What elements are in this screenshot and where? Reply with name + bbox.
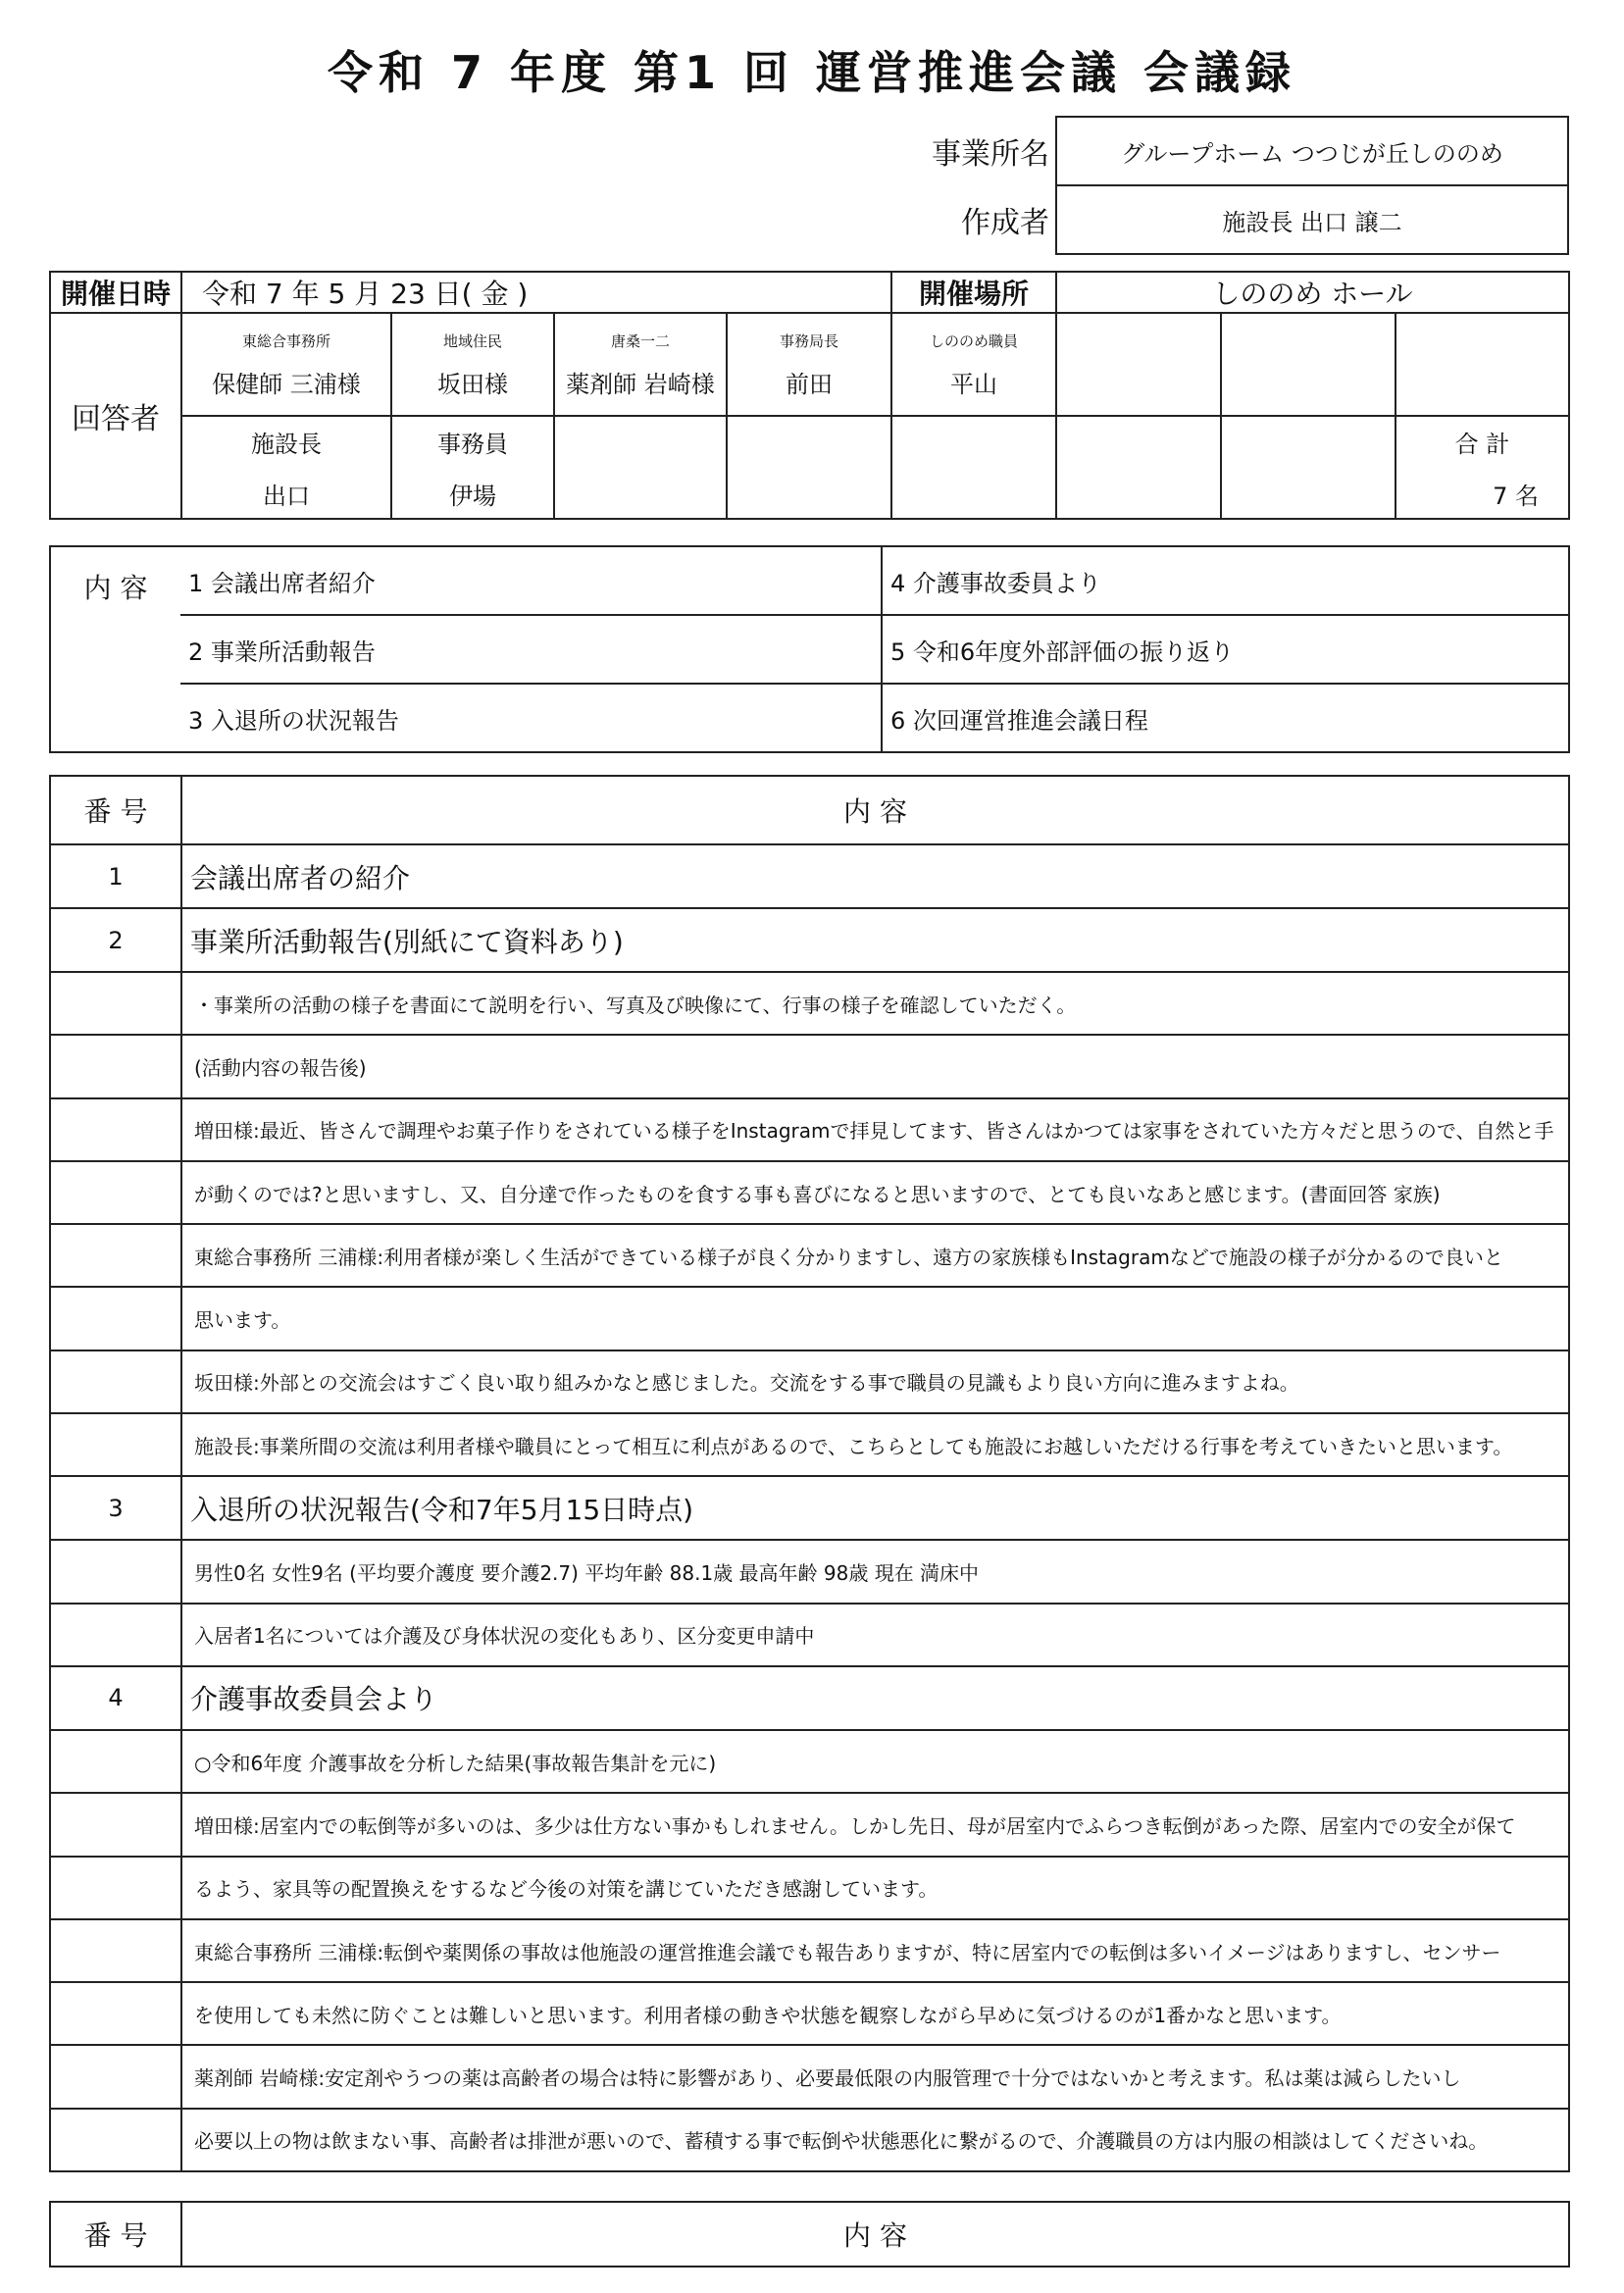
empty-cell <box>1056 416 1221 519</box>
empty-cell <box>727 416 891 519</box>
attendee-org: 施設長 <box>251 430 322 458</box>
minutes-text: (活動内容の報告後) <box>181 1035 1569 1097</box>
minutes-line-row <box>50 1982 1569 2045</box>
row-number <box>50 1857 181 1919</box>
row-number <box>50 1161 181 1224</box>
author-label: 作成者 <box>961 206 1049 240</box>
section-title: 事業所活動報告(別紙にて資料あり) <box>181 908 1569 972</box>
minutes-text: 施設長:事業所間の交流は利用者様や職員にとって相互に利点があるので、こちらとしても施設にお越しいただける行事を考えていきたいと思います。 <box>181 1413 1569 1476</box>
meeting-table <box>49 271 1570 520</box>
row-number <box>50 1730 181 1793</box>
row-number <box>50 1224 181 1287</box>
minutes-body <box>50 844 1569 2171</box>
section-title: 入退所の状況報告(令和7年5月15日時点) <box>181 1476 1569 1540</box>
attendee-cell <box>727 313 891 416</box>
attendee-cell <box>181 416 391 519</box>
row-number: 2 <box>50 908 181 972</box>
agenda-item: 4 介護事故委員より <box>882 546 1569 615</box>
empty-cell <box>1056 313 1221 416</box>
attendee-cell <box>181 313 391 416</box>
minutes-content-header: 内 容 <box>181 776 1569 844</box>
minutes-line-row <box>50 1287 1569 1350</box>
row-number <box>50 1035 181 1097</box>
section-title: 会議出席者の紹介 <box>181 844 1569 908</box>
total-label: 合 計 <box>1454 430 1510 458</box>
empty-cell <box>554 416 727 519</box>
minutes-section-row <box>50 1476 1569 1540</box>
attendee-cell <box>391 416 554 519</box>
minutes-line-row <box>50 1098 1569 1161</box>
minutes-section-row <box>50 908 1569 972</box>
minutes-line-row <box>50 1224 1569 1287</box>
minutes-text: 薬剤師 岩崎様:安定剤やうつの薬は高齢者の場合は特に影響があり、必要最低限の内服管理で十分ではないかと考えます。私は薬は減らしたいし <box>181 2045 1569 2108</box>
footer-header <box>49 2201 1570 2268</box>
agenda-table <box>49 545 1570 753</box>
agenda-label: 内 容 <box>50 546 180 752</box>
row-number <box>50 1350 181 1413</box>
minutes-text: 必要以上の物は飲まない事、高齢者は排泄が悪いので、蓄積する事で転倒や状態悪化に繋がるので、介護職員の方は内服の相談はしてくださいね。 <box>181 2109 1569 2171</box>
agenda-item: 3 入退所の状況報告 <box>180 684 882 752</box>
date-label: 開催日時 <box>50 272 181 313</box>
minutes-line-row <box>50 1857 1569 1919</box>
attendee-name: 平山 <box>950 370 997 398</box>
total-cell <box>1396 416 1569 519</box>
minutes-line-row <box>50 2109 1569 2171</box>
minutes-line-row <box>50 1350 1569 1413</box>
minutes-text: るよう、家具等の配置換えをするなど今後の対策を講じていただき感謝しています。 <box>181 1857 1569 1919</box>
attendees-label: 回答者 <box>50 313 181 519</box>
minutes-section-row <box>50 844 1569 908</box>
row-number <box>50 2109 181 2171</box>
attendee-org: 唐桑一二 <box>610 331 670 350</box>
row-number <box>50 1604 181 1666</box>
section-title: 介護事故委員会より <box>181 1666 1569 1730</box>
row-number: 4 <box>50 1666 181 1730</box>
minutes-line-row <box>50 1035 1569 1097</box>
minutes-table <box>49 775 1570 2172</box>
minutes-line-row <box>50 1161 1569 1224</box>
meeting-date: 令和 7 年 5 月 23 日( 金 ) <box>181 272 891 313</box>
minutes-section-row <box>50 1666 1569 1730</box>
minutes-line-row <box>50 972 1569 1035</box>
meeting-place: しののめ ホール <box>1056 272 1569 313</box>
minutes-text: が動くのでは?と思いますし、又、自分達で作ったものを食する事も喜びになると思いますので、とても良いなあと感じます。(書面回答 家族) <box>181 1161 1569 1224</box>
office-label: 事業所名 <box>932 137 1049 172</box>
row-number <box>50 972 181 1035</box>
minutes-line-row <box>50 1413 1569 1476</box>
agenda-item: 2 事業所活動報告 <box>180 615 882 684</box>
total-value: 7 名 <box>1493 482 1539 510</box>
minutes-text: 男性0名 女性9名 (平均要介護度 要介護2.7) 平均年齢 88.1歳 最高年齢 98歳 現在 満床中 <box>181 1540 1569 1603</box>
minutes-text: 入居者1名については介護及び身体状況の変化もあり、区分変更申請中 <box>181 1604 1569 1666</box>
row-number <box>50 1793 181 1856</box>
footer-no-header: 番 号 <box>50 2202 181 2267</box>
empty-cell <box>891 416 1056 519</box>
row-number <box>50 1540 181 1603</box>
row-number <box>50 1982 181 2045</box>
row-number <box>50 1098 181 1161</box>
agenda-item: 5 令和6年度外部評価の振り返り <box>882 615 1569 684</box>
minutes-line-row <box>50 1604 1569 1666</box>
minutes-text: 東総合事務所 三浦様:転倒や薬関係の事故は他施設の運営推進会議でも報告ありますが、特に居室内での転倒は多いイメージはありますし、センサー <box>181 1919 1569 1982</box>
row-number: 1 <box>50 844 181 908</box>
attendee-org: 東総合事務所 <box>241 331 330 350</box>
page-title: 令和 7 年度 第1 回 運営推進会議 会議録 <box>327 46 1297 99</box>
attendee-name: 伊場 <box>449 482 496 510</box>
minutes-line-row <box>50 1730 1569 1793</box>
minutes-no-header: 番 号 <box>50 776 181 844</box>
agenda-item: 1 会議出席者紹介 <box>180 546 882 615</box>
empty-cell <box>1221 416 1396 519</box>
row-number <box>50 2045 181 2108</box>
attendee-org: しののめ職員 <box>929 331 1018 350</box>
attendee-org: 地域住民 <box>442 331 502 350</box>
minutes-text: ・事業所の活動の様子を書面にて説明を行い、写真及び映像にて、行事の様子を確認していただく。 <box>181 972 1569 1035</box>
attendee-org: 事務員 <box>437 430 508 458</box>
attendee-name: 薬剤師 岩崎様 <box>566 370 715 398</box>
footer-content-header: 内 容 <box>181 2202 1569 2267</box>
attendee-cell <box>554 313 727 416</box>
minutes-line-row <box>50 1919 1569 1982</box>
minutes-text: 東総合事務所 三浦様:利用者様が楽しく生活ができている様子が良く分かりますし、遠方の家族様もInstagramなどで施設の様子が分かるので良いと <box>181 1224 1569 1287</box>
office-name: グループホーム つつじが丘しののめ <box>1056 117 1568 185</box>
place-label: 開催場所 <box>891 272 1056 313</box>
attendee-name: 保健師 三浦様 <box>212 370 361 398</box>
minutes-text: 坂田様:外部との交流会はすごく良い取り組みかなと感じました。交流をする事で職員の見識もより良い方向に進みますよね。 <box>181 1350 1569 1413</box>
empty-cell <box>1396 313 1569 416</box>
row-number <box>50 1413 181 1476</box>
minutes-line-row <box>50 2045 1569 2108</box>
attendee-name: 坂田様 <box>437 370 508 398</box>
minutes-line-row <box>50 1540 1569 1603</box>
office-table <box>912 116 1569 255</box>
attendee-cell <box>391 313 554 416</box>
attendee-org: 事務局長 <box>779 331 838 350</box>
minutes-text: 思います。 <box>181 1287 1569 1350</box>
attendee-name: 出口 <box>263 482 310 510</box>
row-number: 3 <box>50 1476 181 1540</box>
minutes-text: 増田様:居室内での転倒等が多いのは、多少は仕方ない事かもしれません。しかし先日、母が居室内でふらつき転倒があった際、居室内での安全が保て <box>181 1793 1569 1856</box>
attendee-name: 前田 <box>786 370 833 398</box>
author-name: 施設長 出口 譲二 <box>1056 185 1568 254</box>
attendee-cell <box>891 313 1056 416</box>
minutes-text: ○令和6年度 介護事故を分析した結果(事故報告集計を元に) <box>181 1730 1569 1793</box>
empty-cell <box>1221 313 1396 416</box>
row-number <box>50 1287 181 1350</box>
minutes-text: を使用しても未然に防ぐことは難しいと思います。利用者様の動きや状態を観察しながら早めに気づけるのが1番かなと思います。 <box>181 1982 1569 2045</box>
minutes-line-row <box>50 1793 1569 1856</box>
minutes-text: 増田様:最近、皆さんで調理やお菓子作りをされている様子をInstagramで拝見してます、皆さんはかつては家事をされていた方々だと思うので、自然と手 <box>181 1098 1569 1161</box>
agenda-item: 6 次回運営推進会議日程 <box>882 684 1569 752</box>
row-number <box>50 1919 181 1982</box>
